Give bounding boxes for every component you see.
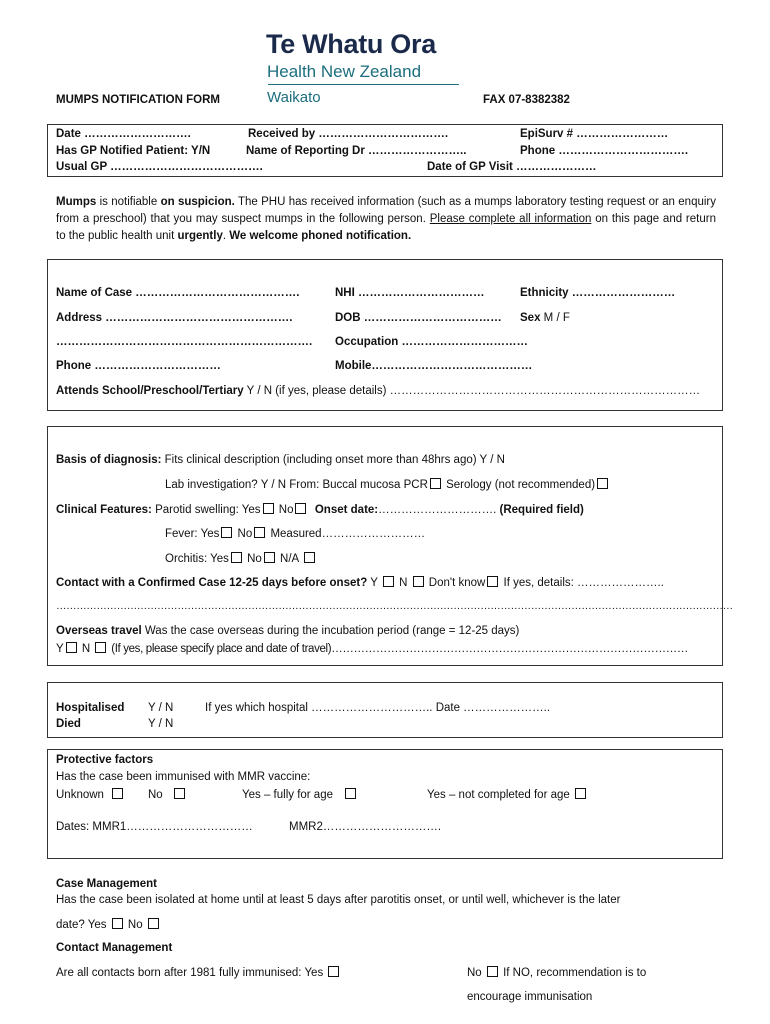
intro-mumps: Mumps xyxy=(56,196,97,208)
intro-welcome: We welcome phoned notification. xyxy=(229,230,412,242)
overseas-details-field[interactable]: (If yes, please specify place and date of travel)…………………………………………………………………………………… xyxy=(108,643,689,655)
contacts-immunised-question xyxy=(56,966,341,979)
reporting-dr-field[interactable]: Name of Reporting Dr …………………….. xyxy=(246,145,467,157)
parotid-no-text: No xyxy=(275,504,294,516)
protective-title: Protective factors xyxy=(56,754,154,766)
overseas-text: Was the case overseas during the incubation period (range = 12-25 days) xyxy=(141,625,520,637)
overseas-travel xyxy=(56,625,519,637)
sex-field[interactable] xyxy=(520,312,570,324)
sex-value: M / F xyxy=(540,312,570,324)
logo-divider xyxy=(268,84,459,85)
orchitis-yes-text: Orchitis: Yes xyxy=(165,553,229,565)
mmr-yes-not-completed xyxy=(427,788,588,801)
fever-row xyxy=(165,527,425,540)
intro-text-2: The PHU has received information (such as a mumps laboratory testing request or an enquiry from a preschool) that you may suspect mumps in the following person. xyxy=(56,196,716,225)
mmr2-date-field[interactable]: MMR2…………………………. xyxy=(289,821,442,833)
logo-subtitle: Health New Zealand xyxy=(267,62,422,81)
gp-visit-date-field[interactable]: Date of GP Visit ………………… xyxy=(427,161,597,173)
contact-management-title: Contact Management xyxy=(56,942,173,954)
fever-no-text: No xyxy=(234,528,253,540)
contact-y-checkbox[interactable] xyxy=(383,576,394,587)
contacts-yes-checkbox[interactable] xyxy=(328,966,339,977)
orchitis-no-checkbox[interactable] xyxy=(264,552,275,563)
date-field[interactable]: Date ………………………. xyxy=(56,128,191,140)
recommendation-text: If NO, recommendation is to xyxy=(499,967,647,979)
overseas-n-checkbox[interactable] xyxy=(95,642,106,653)
isolation-yes-text: date? Yes xyxy=(56,919,107,931)
died-label: Died xyxy=(56,718,81,730)
orchitis-row xyxy=(165,552,317,565)
unknown-checkbox[interactable] xyxy=(112,788,123,799)
no-checkbox[interactable] xyxy=(174,788,185,799)
logo-region: Waikato xyxy=(267,89,321,106)
mmr-unknown xyxy=(56,788,125,801)
basis-of-diagnosis xyxy=(56,454,505,466)
overseas-label: Overseas travel xyxy=(56,625,142,637)
intro-urgently: urgently xyxy=(177,230,223,242)
usual-gp-field[interactable]: Usual GP …………………………………. xyxy=(56,161,263,173)
intro-text-1: is notifiable xyxy=(96,196,161,208)
fever-no-checkbox[interactable] xyxy=(254,527,265,538)
yes-not-checkbox[interactable] xyxy=(575,788,586,799)
orchitis-no-text: No xyxy=(243,553,262,565)
contacts-yes-text: Are all contacts born after 1981 fully immunised: Yes xyxy=(56,967,324,979)
mmr-no xyxy=(148,788,187,801)
contact-y-text: Y xyxy=(367,577,378,589)
episurv-field[interactable]: EpiSurv # …………………… xyxy=(520,128,669,140)
dob-field[interactable]: DOB ……………………………… xyxy=(335,312,502,324)
case-management-title: Case Management xyxy=(56,878,157,890)
received-by-field[interactable]: Received by ……………………………. xyxy=(248,128,449,140)
pcr-checkbox[interactable] xyxy=(430,478,441,489)
contacts-no-text: No xyxy=(467,967,482,979)
intro-on-suspicion: on suspicion. xyxy=(160,196,235,208)
onset-date-field[interactable]: …………………………. xyxy=(378,504,497,516)
orchitis-na-text: N/A xyxy=(276,553,300,565)
overseas-y-checkbox[interactable] xyxy=(66,642,77,653)
parotid-no-checkbox[interactable] xyxy=(295,503,306,514)
basis-text: Fits clinical description (including onset more than 48hrs ago) Y / N xyxy=(161,454,505,466)
contact-dontknow-text: Don't know xyxy=(425,577,486,589)
gp-notified-field[interactable]: Has GP Notified Patient: Y/N xyxy=(56,145,211,157)
serology-text: Serology (not recommended) xyxy=(442,479,596,491)
fever-measured-field[interactable]: Measured……………………… xyxy=(267,528,426,540)
isolation-question: Has the case been isolated at home until at least 5 days after parotitis onset, or until well, whichever is the later xyxy=(56,894,621,906)
overseas-y-text: Y xyxy=(56,643,64,655)
isolation-no-text: No xyxy=(124,919,143,931)
case-name-field[interactable]: Name of Case ……………………………………. xyxy=(56,287,300,299)
contact-details-line[interactable]: ………………………………………………………………………………………………………………………………………………………………………………… xyxy=(56,600,733,612)
isolation-answer xyxy=(56,918,161,931)
fax-number: FAX 07-8382382 xyxy=(483,94,570,106)
fever-yes-text: Fever: Yes xyxy=(165,528,220,540)
phone-field[interactable]: Phone ……………………………. xyxy=(520,145,689,157)
address-line-2[interactable]: …………………………………………………………. xyxy=(56,336,313,348)
contact-row xyxy=(56,576,664,589)
died-yn[interactable]: Y / N xyxy=(148,718,174,730)
ethnicity-field[interactable]: Ethnicity ……………………… xyxy=(520,287,676,299)
fever-yes-checkbox[interactable] xyxy=(221,527,232,538)
form-title: MUMPS NOTIFICATION FORM xyxy=(56,94,220,106)
logo-title: Te Whatu Ora xyxy=(266,29,436,59)
lab-investigation xyxy=(165,478,610,491)
contact-details-field[interactable]: If yes, details: ………………….. xyxy=(500,577,664,589)
contact-n-checkbox[interactable] xyxy=(413,576,424,587)
occupation-field[interactable]: Occupation …………………………… xyxy=(335,336,528,348)
parotid-text: Parotid swelling: Yes xyxy=(151,504,261,516)
encourage-immunisation: encourage immunisation xyxy=(467,991,593,1003)
contacts-no-checkbox[interactable] xyxy=(487,966,498,977)
clinical-features xyxy=(56,503,584,516)
intro-paragraph xyxy=(56,194,716,245)
mmr1-date-field[interactable]: Dates: MMR1…………………………… xyxy=(56,821,253,833)
onset-label: Onset date: xyxy=(314,504,379,516)
mobile-field[interactable]: Mobile…………………………………… xyxy=(335,360,533,372)
overseas-answer xyxy=(56,642,688,655)
parotid-yes-checkbox[interactable] xyxy=(263,503,274,514)
unknown-text: Unknown xyxy=(56,789,104,801)
no-text: No xyxy=(148,789,163,801)
hospitalised-label: Hospitalised xyxy=(56,702,125,714)
features-label: Clinical Features: xyxy=(56,504,152,516)
overseas-n-text: N xyxy=(78,643,91,655)
contact-n-text: N xyxy=(395,577,408,589)
address-field[interactable]: Address …………………………………………. xyxy=(56,312,293,324)
yes-not-text: Yes – not completed for age xyxy=(427,789,570,801)
contact-dontknow-checkbox[interactable] xyxy=(487,576,498,587)
isolation-yes-checkbox[interactable] xyxy=(112,918,123,929)
basis-label: Basis of diagnosis: xyxy=(56,454,162,466)
serology-checkbox[interactable] xyxy=(597,478,608,489)
mmr-question: Has the case been immunised with MMR vaccine: xyxy=(56,771,311,783)
hospital-details-field[interactable]: If yes which hospital ………………………….. Date ………………….. xyxy=(205,702,551,714)
isolation-no-checkbox[interactable] xyxy=(148,918,159,929)
yes-full-checkbox[interactable] xyxy=(345,788,356,799)
sex-label: Sex xyxy=(520,312,541,324)
attends-value: Y / N (if yes, please details) ……………………………………………………………………… xyxy=(243,385,701,397)
orchitis-yes-checkbox[interactable] xyxy=(231,552,242,563)
mmr-yes-full xyxy=(242,788,358,801)
yes-full-text: Yes – fully for age xyxy=(242,789,333,801)
case-phone-field[interactable]: Phone …………………………… xyxy=(56,360,221,372)
attends-label: Attends School/Preschool/Tertiary xyxy=(56,385,244,397)
nhi-field[interactable]: NHI …………………………… xyxy=(335,287,485,299)
intro-please-complete: Please complete all information xyxy=(429,213,592,225)
hospitalised-yn[interactable]: Y / N xyxy=(148,702,174,714)
attends-school-field[interactable] xyxy=(56,385,700,397)
orchitis-na-checkbox[interactable] xyxy=(304,552,315,563)
required-note: (Required field) xyxy=(496,504,584,516)
contacts-no-answer xyxy=(467,966,646,979)
lab-text: Lab investigation? Y / N From: Buccal mucosa PCR xyxy=(165,479,428,491)
intro-text-4: . xyxy=(222,230,230,242)
contact-label: Contact with a Confirmed Case 12-25 days before onset? xyxy=(56,577,368,589)
intro-text-3: on this page and return to the public health unit xyxy=(56,213,716,242)
